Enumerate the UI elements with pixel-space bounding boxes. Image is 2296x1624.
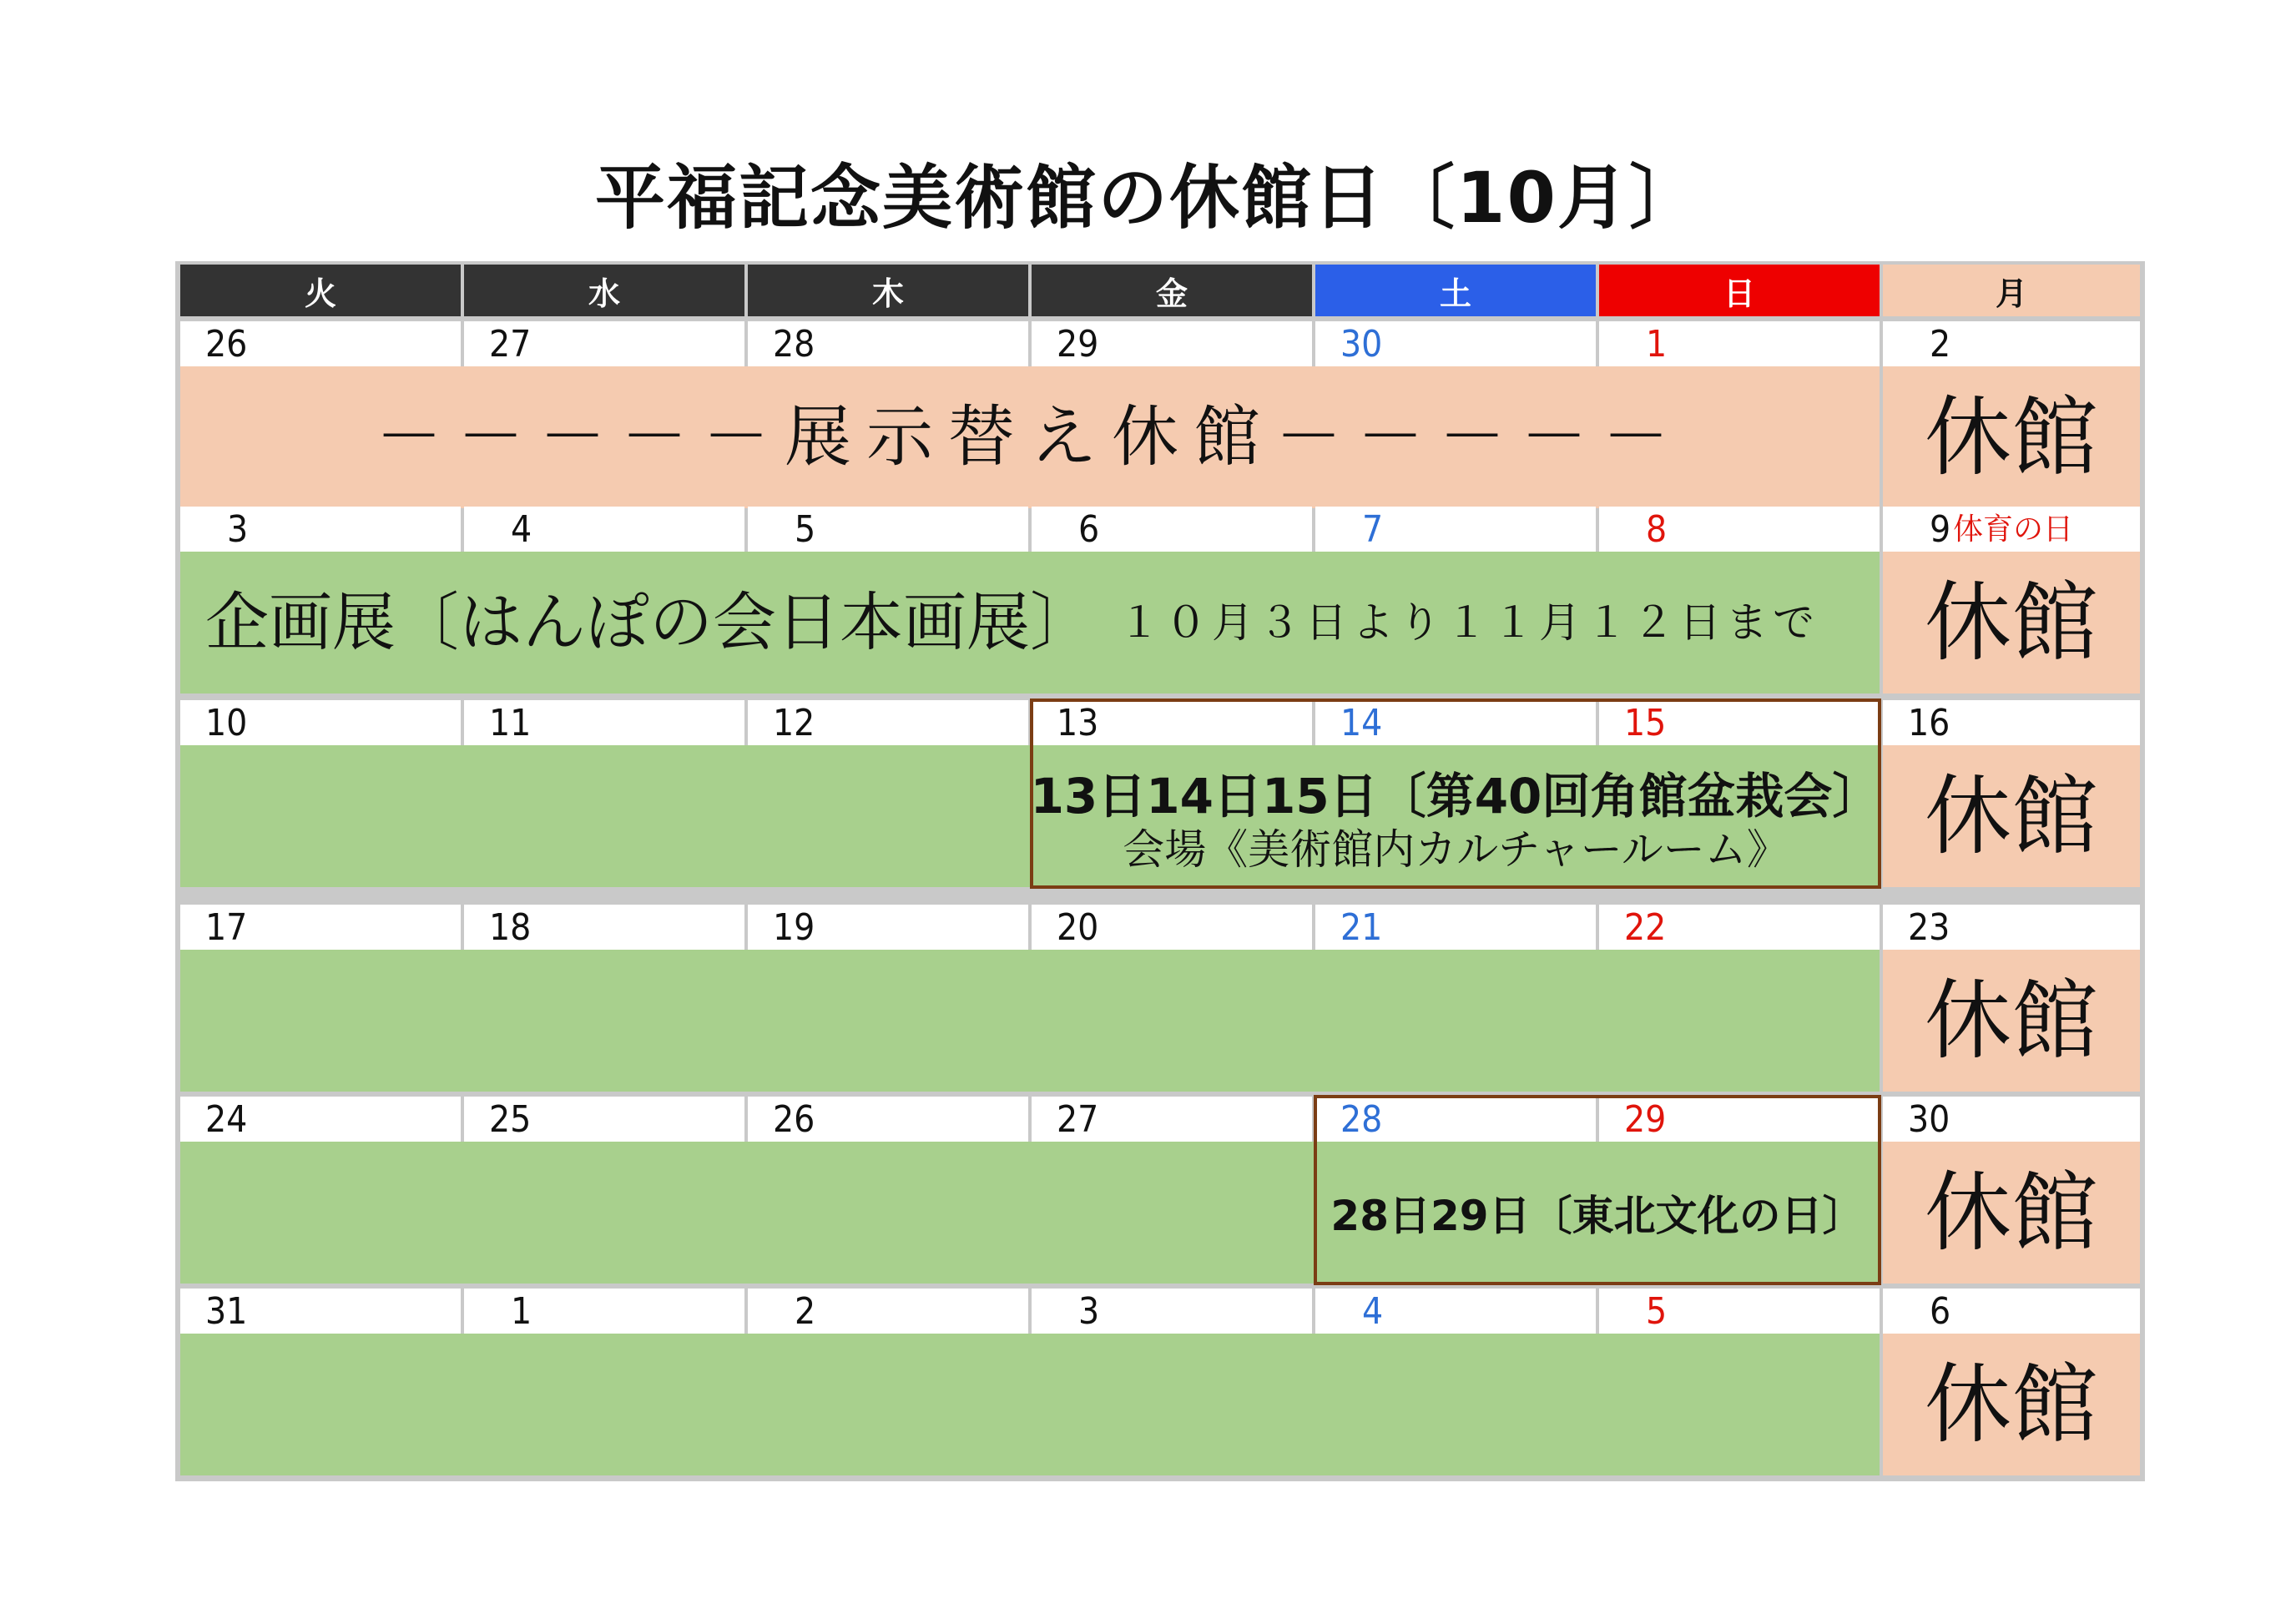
date-number: 2 — [1930, 323, 1951, 366]
date-number: 11 — [489, 702, 532, 744]
date-strip — [1599, 1289, 1880, 1334]
closed-label: 休館 — [1924, 765, 2098, 867]
calendar-grid — [175, 261, 2145, 1481]
date-number: 16 — [1908, 702, 1950, 744]
weekday-header-5: 日 — [1599, 265, 1880, 316]
date-strip — [464, 507, 744, 552]
date-number: 3 — [1078, 1290, 1100, 1333]
date-number: 18 — [489, 906, 532, 949]
date-number: 6 — [1930, 1290, 1951, 1333]
exhibition-period: １０月３日より１１月１２日まで — [1118, 598, 1819, 647]
date-strip — [748, 1289, 1028, 1334]
weekday-header-2: 木 — [748, 265, 1028, 316]
exhibition-area — [180, 950, 1880, 1092]
date-strip — [1032, 1289, 1312, 1334]
event-box-tohoku — [1314, 1095, 1881, 1285]
event-bonsai-title: 13日14日15日〔第40回角館盆栽会〕 — [1030, 768, 1881, 825]
date-number: 28 — [773, 323, 815, 366]
date-number: 12 — [773, 702, 815, 744]
date-strip — [1599, 507, 1880, 552]
date-number: 9 — [1930, 508, 1951, 551]
weekday-header-6: 月 — [1883, 265, 2140, 316]
date-number: 4 — [511, 508, 532, 551]
closed-label: 休館 — [1924, 970, 2098, 1072]
date-number: 8 — [1646, 508, 1668, 551]
date-strip — [1883, 1289, 2140, 1334]
date-number: 19 — [773, 906, 815, 949]
date-number: 25 — [489, 1098, 532, 1141]
closed-label: 休館 — [1924, 386, 2098, 488]
date-strip — [1883, 321, 2140, 366]
date-number: 26 — [773, 1098, 815, 1141]
date-strip — [1599, 321, 1880, 366]
weekday-header-1: 水 — [464, 265, 744, 316]
weekday-header-3: 金 — [1032, 265, 1312, 316]
date-number: 29 — [1624, 1098, 1667, 1141]
date-number: 27 — [489, 323, 532, 366]
weekday-header-0: 火 — [180, 265, 461, 316]
date-number: 29 — [1057, 323, 1099, 366]
date-number: 17 — [205, 906, 248, 949]
date-strip — [1032, 507, 1312, 552]
date-strip — [1315, 507, 1596, 552]
date-number: 4 — [1362, 1290, 1384, 1333]
date-number: 24 — [205, 1098, 248, 1141]
weekday-header-4: 土 — [1315, 265, 1596, 316]
date-number: 10 — [205, 702, 248, 744]
date-number: 21 — [1340, 906, 1383, 949]
holiday-label: 体育の日 — [1953, 512, 2074, 547]
date-number: 7 — [1362, 508, 1384, 551]
date-number: 6 — [1078, 508, 1100, 551]
closure-banner-text: －－－－－展示替え休館－－－－－ — [376, 398, 1684, 476]
exhibition-title: 企画展〔はんぽの会日本画展〕 — [205, 585, 1093, 659]
date-number: 31 — [205, 1290, 248, 1333]
date-strip — [180, 507, 461, 552]
event-tohoku-title: 28日29日〔東北文化の日〕 — [1330, 1192, 1865, 1240]
date-number: 3 — [227, 508, 249, 551]
date-number: 13 — [1057, 702, 1099, 744]
date-number: 14 — [1340, 702, 1383, 744]
date-number: 2 — [795, 1290, 816, 1333]
date-number: 5 — [1646, 1290, 1668, 1333]
event-bonsai-venue: 会場《美術館内カルチャールーム》 — [1123, 825, 1789, 874]
date-number: 27 — [1057, 1098, 1099, 1141]
date-strip — [464, 1289, 744, 1334]
exhibition-area — [180, 1334, 1880, 1475]
date-number: 26 — [205, 323, 248, 366]
date-number: 30 — [1908, 1098, 1950, 1141]
page-title: 平福記念美術館の休館日〔10月〕 — [595, 157, 1701, 239]
date-number: 1 — [1646, 323, 1668, 366]
date-strip — [748, 507, 1028, 552]
date-number: 20 — [1057, 906, 1099, 949]
date-number: 22 — [1624, 906, 1667, 949]
date-number: 28 — [1340, 1098, 1383, 1141]
exhibition-banner — [205, 552, 1819, 693]
closed-label: 休館 — [1924, 572, 2098, 673]
date-number: 5 — [795, 508, 816, 551]
date-number: 1 — [511, 1290, 532, 1333]
date-strip — [1315, 1289, 1596, 1334]
closed-label: 休館 — [1924, 1354, 2098, 1455]
closed-label: 休館 — [1924, 1162, 2098, 1263]
date-number: 30 — [1340, 323, 1383, 366]
date-number: 15 — [1624, 702, 1667, 744]
date-number: 23 — [1908, 906, 1950, 949]
